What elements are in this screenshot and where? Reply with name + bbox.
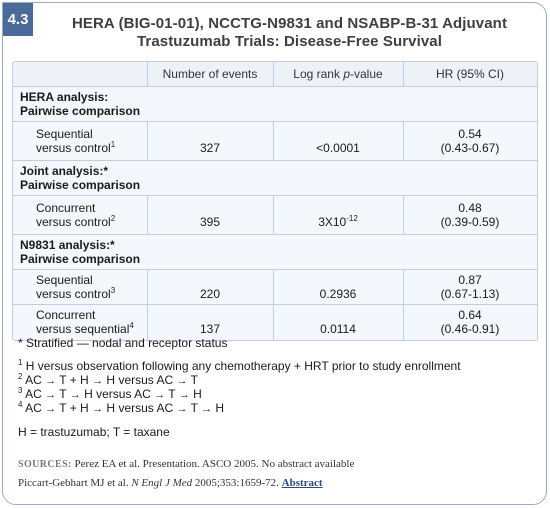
section-joint: Joint analysis:* Pairwise comparison bbox=[13, 161, 537, 196]
header-events: Number of events bbox=[162, 67, 258, 81]
row-label: Sequential versus control$^3$ bbox=[36, 273, 116, 301]
title-line-1: HERA (BIG-01-01), NCCTG-N9831 and NSABP-B-31 Adjuvant bbox=[71, 15, 508, 32]
abstract-link[interactable]: Abstract bbox=[281, 477, 323, 489]
title-line-2: Trastuzumab Trials: Disease-Free Survival bbox=[136, 33, 443, 50]
arrow-icon: → bbox=[45, 389, 57, 401]
row-events: 137 bbox=[199, 322, 221, 336]
row-pvalue: <0.0001 bbox=[316, 141, 360, 155]
footnote-1: $^1$ H versus observation following any chemotherapy + HRT prior to study enrollment bbox=[18, 358, 461, 373]
row-hr: 0.48 (0.39-0.59) bbox=[440, 201, 500, 229]
table-row bbox=[13, 122, 537, 161]
table-row bbox=[13, 196, 537, 235]
row-events: 327 bbox=[199, 141, 221, 155]
arrow-icon: → bbox=[92, 403, 104, 415]
row-label: Concurrent versus sequential$^4$ bbox=[36, 308, 134, 336]
sources bbox=[18, 455, 538, 493]
sources-label: SOURCES: bbox=[18, 459, 72, 470]
results-table bbox=[12, 61, 538, 341]
footnote-abbreviations: H = trastuzumab; T = taxane bbox=[18, 425, 170, 439]
footnote-4: $^4$ AC → T + H → H versus AC → T → H bbox=[18, 400, 225, 415]
row-label: Sequential versus control$^1$ bbox=[36, 127, 116, 155]
row-label: Concurrent versus control$^2$ bbox=[36, 201, 116, 229]
arrow-icon: → bbox=[154, 389, 166, 401]
footnote-2: $^2$ AC → T + H → H versus AC → T bbox=[18, 372, 198, 387]
source-line-2: Piccart-Gebhart MJ et al. N Engl J Med 2005;353:1659-72. Abstract bbox=[18, 477, 323, 489]
arrow-icon: → bbox=[176, 375, 188, 387]
header-empty bbox=[13, 62, 147, 86]
row-pvalue: 0.2936 bbox=[319, 287, 357, 301]
section-n9831: N9831 analysis:* Pairwise comparison bbox=[13, 235, 537, 270]
arrow-icon: → bbox=[45, 403, 57, 415]
row-events: 220 bbox=[199, 287, 221, 301]
source-line-1: SOURCES: Perez EA et al. Presentation. ASCO 2005. No abstract available bbox=[18, 458, 355, 470]
table-number-badge: 4.3 bbox=[3, 3, 33, 36]
arrow-icon: → bbox=[176, 403, 188, 415]
section-hera: HERA analysis: Pairwise comparison bbox=[13, 87, 537, 122]
table-row bbox=[13, 270, 537, 305]
arrow-icon: → bbox=[178, 389, 190, 401]
arrow-icon: → bbox=[69, 389, 81, 401]
row-hr: 0.87 (0.67-1.13) bbox=[440, 273, 500, 301]
footnote-stratified: * Stratified — nodal and receptor status bbox=[18, 336, 228, 350]
header-logrank: Log rank p-value bbox=[293, 67, 383, 81]
row-hr: 0.54 (0.43-0.67) bbox=[440, 127, 500, 155]
table-row bbox=[13, 305, 537, 340]
table-card bbox=[2, 2, 547, 505]
header-row bbox=[13, 62, 537, 87]
arrow-icon: → bbox=[45, 375, 57, 387]
footnote-3: $^3$ AC → T → H versus AC → T → H bbox=[18, 386, 202, 401]
arrow-icon: → bbox=[201, 403, 213, 415]
arrow-icon: → bbox=[92, 375, 104, 387]
row-pvalue: 0.0114 bbox=[320, 322, 356, 336]
table-title bbox=[43, 15, 536, 51]
row-events: 395 bbox=[199, 215, 221, 229]
header-hr: HR (95% CI) bbox=[435, 67, 504, 81]
row-hr: 0.64 (0.46-0.91) bbox=[440, 308, 500, 336]
row-pvalue: $3X10^{-12}$ bbox=[318, 214, 358, 229]
